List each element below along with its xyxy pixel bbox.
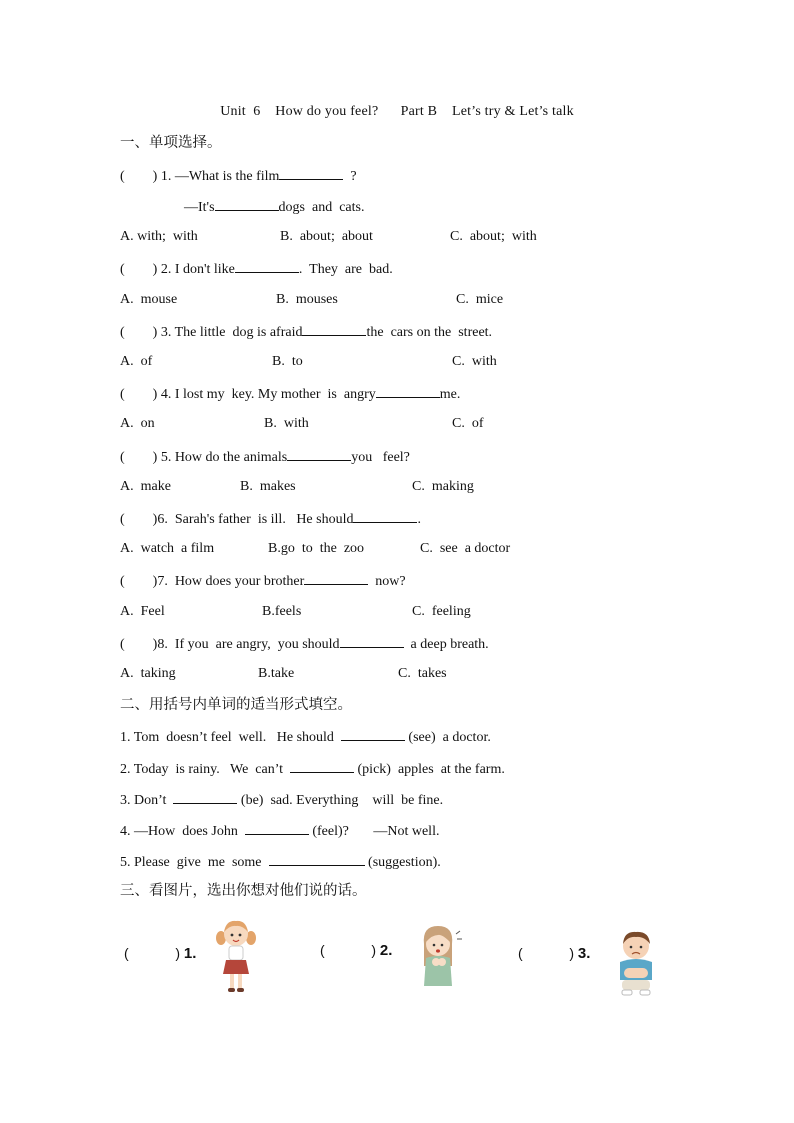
q6-text-end: . [417, 512, 421, 527]
q3-option-a: A. of [120, 354, 153, 369]
q8-text: ( )8. If you are angry, you should [120, 637, 340, 652]
q1-text-end: ? [343, 169, 357, 184]
picture-1-number: 1. [183, 945, 197, 962]
q2-text: ( ) 2. I don't like [120, 262, 235, 277]
q4-blank[interactable] [376, 384, 440, 398]
q8-option-a: A. taking [120, 666, 176, 681]
q6-option-c: C. see a doctor [420, 541, 511, 556]
fill-4-blank[interactable] [245, 821, 309, 835]
q5-blank[interactable] [287, 447, 351, 461]
picture-3-number: 3. [577, 945, 591, 962]
question-6 [120, 509, 421, 529]
q1-reply-text: —It's [184, 200, 215, 215]
q1-reply-text-end: dogs and cats. [278, 200, 365, 215]
q8-option-c: C. takes [398, 666, 447, 681]
worried-girl-illustration [414, 922, 464, 992]
picture-1-bracket: ( ) [124, 945, 184, 961]
fill-item-5 [120, 852, 441, 872]
fill-3-text: 3. Don’t [120, 793, 174, 808]
fill-item-4 [120, 821, 439, 841]
fill-5-blank[interactable] [269, 852, 365, 866]
q7-text-end: now? [368, 574, 406, 589]
q1-reply-blank[interactable] [215, 197, 279, 211]
q4-text-end: me. [439, 387, 461, 402]
fill-item-3 [120, 790, 443, 810]
q1-option-a: A. with; with [120, 229, 198, 244]
q7-text: ( )7. How does your brother [120, 574, 305, 589]
q6-option-b: B.go to the zoo [268, 541, 365, 556]
section-3-heading: 三、看图片，选出你想对他们说的话。 [120, 883, 367, 899]
section-2-heading: 二、用括号内单词的适当形式填空。 [120, 697, 352, 713]
q2-option-a: A. mouse [120, 292, 178, 307]
q7-option-b: B.feels [262, 604, 302, 619]
q3-text: ( ) 3. The little dog is afraid [120, 325, 303, 340]
q2-blank[interactable] [235, 259, 299, 273]
picture-2-answer[interactable] [320, 942, 392, 959]
q3-option-b: B. to [272, 354, 303, 369]
fill-2-text: 2. Today is rainy. We can’t [120, 762, 291, 777]
q7-option-c: C. feeling [412, 604, 471, 619]
fill-3-blank[interactable] [173, 790, 237, 804]
q2-option-b: B. mouses [276, 292, 338, 307]
q1-text: ( ) 1. —What is the film [120, 169, 280, 184]
question-2 [120, 259, 393, 279]
q5-text: ( ) 5. How do the animals [120, 450, 288, 465]
q1-option-c: C. about; with [450, 229, 537, 244]
q8-option-b: B.take [258, 666, 295, 681]
q6-text: ( )6. Sarah's father is ill. He should [120, 512, 354, 527]
q6-option-a: A. watch a film [120, 541, 215, 556]
happy-girl-illustration [212, 916, 260, 996]
fill-4-text: 4. —How does John [120, 824, 245, 839]
question-4 [120, 384, 460, 404]
question-1 [120, 166, 357, 186]
fill-5-text: 5. Please give me some [120, 855, 269, 870]
q4-option-c: C. of [452, 416, 484, 431]
picture-1-answer[interactable] [124, 945, 196, 962]
q4-text: ( ) 4. I lost my key. My mother is angry [120, 387, 376, 402]
section-1-heading: 一、单项选择。 [120, 135, 222, 151]
fill-3-text-end: (be) sad. Everything will be fine. [237, 793, 444, 808]
question-3 [120, 322, 492, 342]
fill-1-text-end: (see) a doctor. [404, 730, 491, 745]
q3-text-end: the cars on the street. [366, 325, 493, 340]
q1-blank[interactable] [279, 166, 343, 180]
picture-3-bracket: ( ) [518, 945, 578, 961]
q7-option-a: A. Feel [120, 604, 165, 619]
q7-blank[interactable] [304, 571, 368, 585]
q5-text-end: you feel? [351, 450, 410, 465]
fill-4-text-end: (feel)? —Not well. [308, 824, 440, 839]
q2-text-end: . They are bad. [298, 262, 393, 277]
q1-option-b: B. about; about [280, 229, 373, 244]
picture-2-number: 2. [379, 942, 393, 959]
picture-3-answer[interactable] [518, 945, 590, 962]
page-title: Unit 6 How do you feel? Part B Let’s try & Let’s talk [220, 104, 574, 119]
q2-option-c: C. mice [456, 292, 504, 307]
question-5 [120, 447, 410, 467]
q4-option-a: A. on [120, 416, 155, 431]
fill-item-2 [120, 759, 505, 779]
fill-2-blank[interactable] [290, 759, 354, 773]
q5-option-b: B. makes [240, 479, 296, 494]
question-1-reply [184, 197, 364, 217]
q3-blank[interactable] [302, 322, 366, 336]
fill-1-blank[interactable] [341, 727, 405, 741]
q5-option-a: A. make [120, 479, 171, 494]
fill-2-text-end: (pick) apples at the farm. [354, 762, 505, 777]
question-8 [120, 634, 489, 654]
fill-5-text-end: (suggestion). [364, 855, 441, 870]
q5-option-c: C. making [412, 479, 474, 494]
q3-option-c: C. with [452, 354, 497, 369]
sad-boy-illustration [610, 928, 662, 998]
fill-1-text: 1. Tom doesn’t feel well. He should [120, 730, 341, 745]
fill-item-1 [120, 727, 491, 747]
picture-2-bracket: ( ) [320, 942, 380, 958]
q8-text-end: a deep breath. [403, 637, 489, 652]
question-7 [120, 571, 406, 591]
q8-blank[interactable] [340, 634, 404, 648]
q6-blank[interactable] [353, 509, 417, 523]
q4-option-b: B. with [264, 416, 309, 431]
